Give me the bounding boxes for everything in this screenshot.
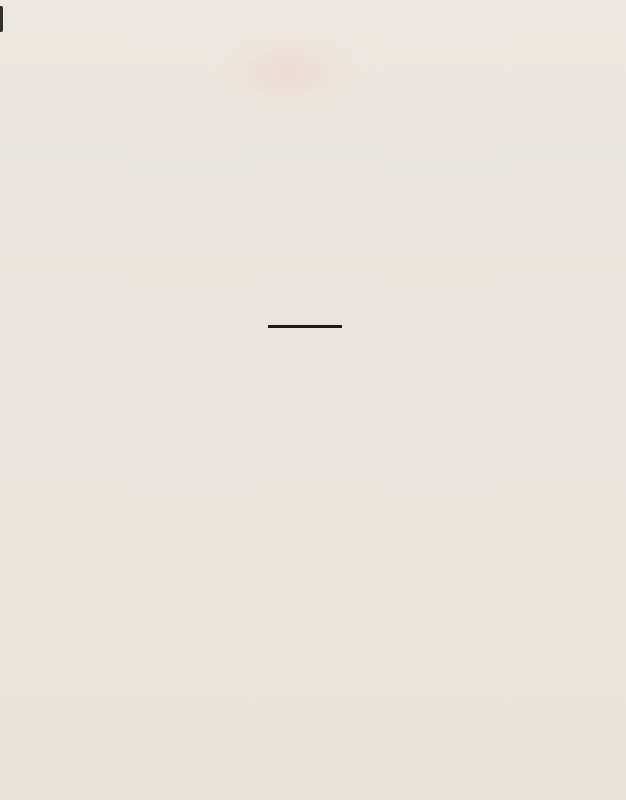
section-prefix bbox=[20, 642, 26, 659]
notation-bottom-section bbox=[20, 642, 582, 659]
song-header bbox=[0, 326, 626, 336]
credits-row bbox=[0, 328, 626, 336]
scan-edge-artifact bbox=[0, 6, 3, 32]
